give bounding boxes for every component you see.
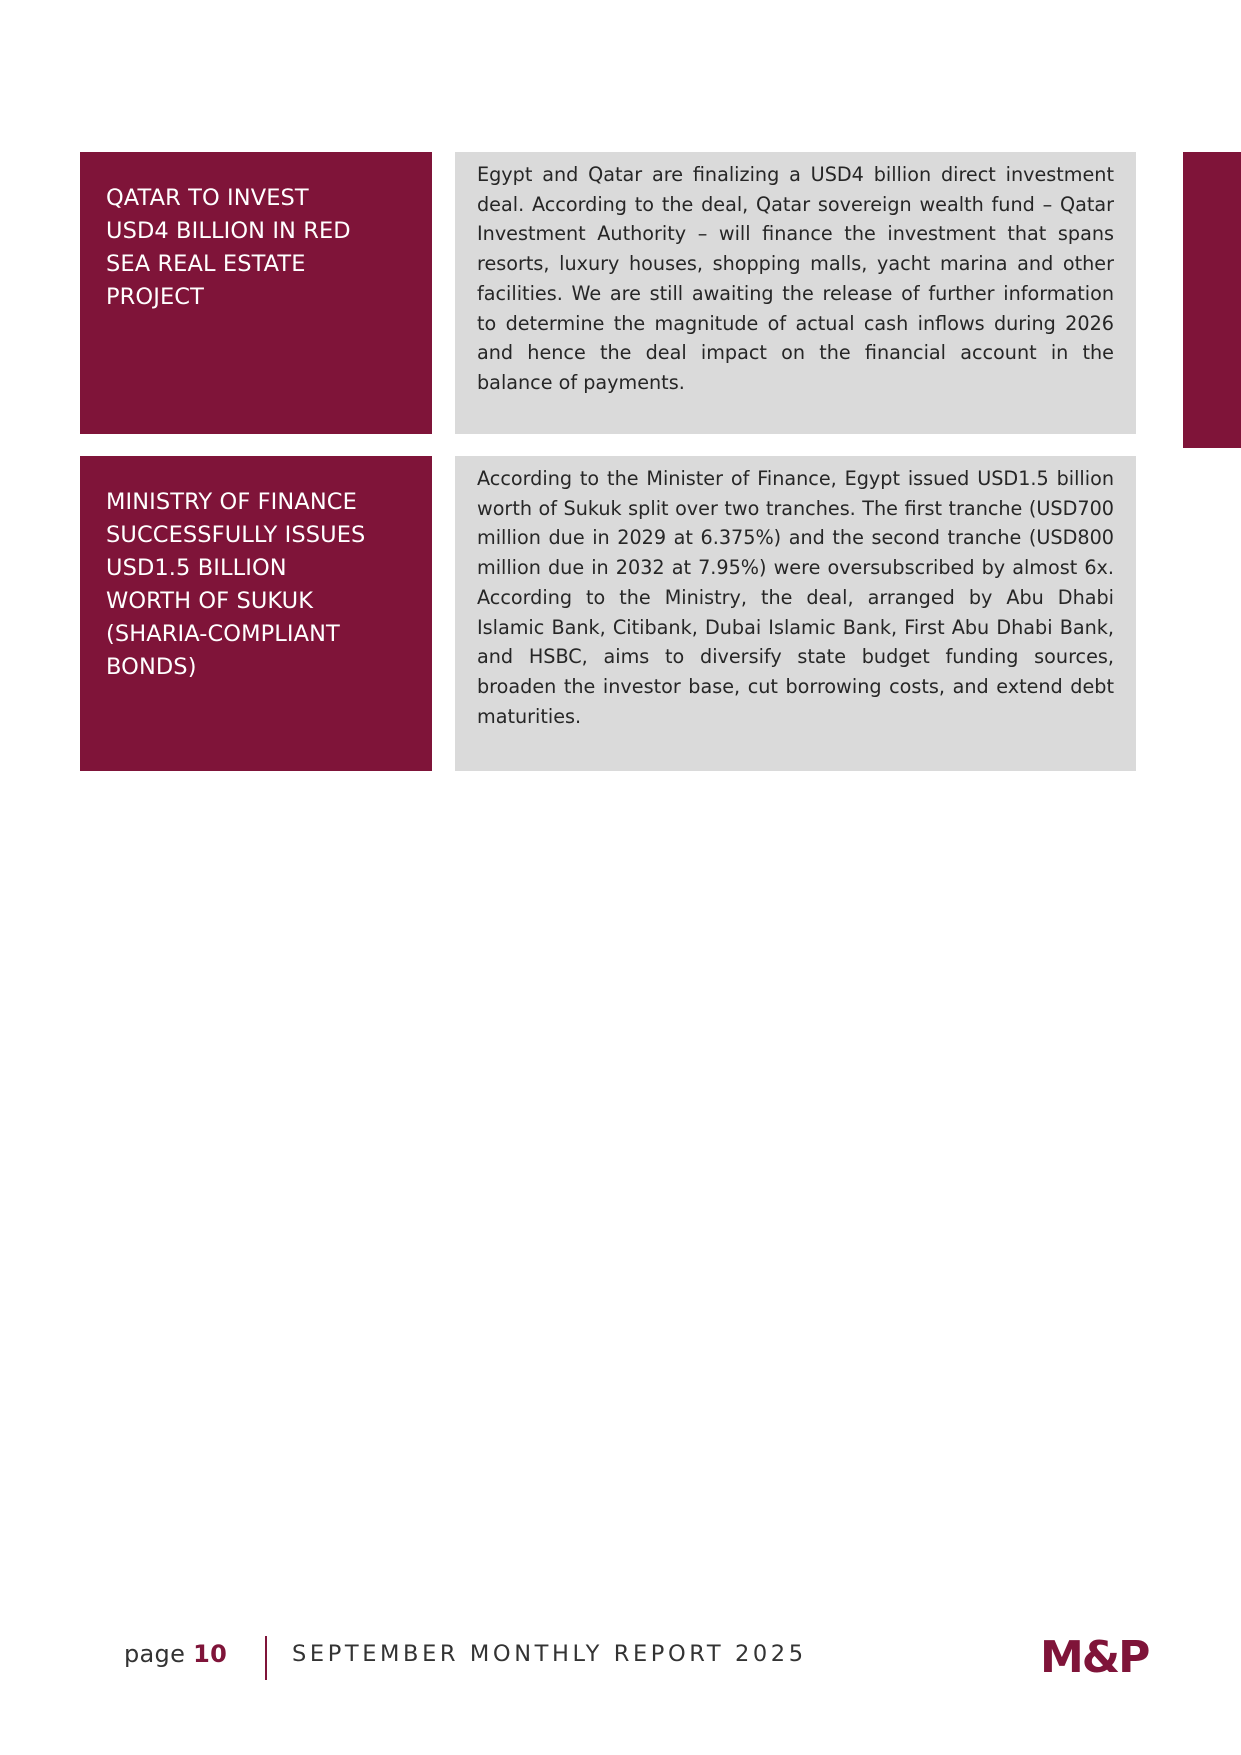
headline-box [80, 152, 432, 434]
news-body: Egypt and Qatar are finalizing a USD4 billion direct investment deal. According to the deal, Qatar sovereign wealth fund – Qatar Investment Authority – will finance the investment that spans resorts, luxury houses, shopping malls, yacht marina and other facilities. We are still awaiting the release of further information to determine the magnitude of actual cash inflows during 2026 and hence the deal impact on the financial account in the balance of payments. [477, 163, 1114, 394]
news-item [80, 456, 1136, 771]
headline-box [80, 456, 432, 771]
news-body: According to the Minister of Finance, Egypt issued USD1.5 billion worth of Sukuk split over two tranches. The first tranche (USD700 million due in 2029 at 6.375%) and the second tranche (USD800 million due in 2032 at 7.95%) were oversubscribed by almost 6x. According to the Ministry, the deal, arranged by Abu Dhabi Islamic Bank, Citibank, Dubai Islamic Bank, First Abu Dhabi Bank, and HSBC, aims to diversify state budget funding sources, broaden the investor base, cut borrowing costs, and extend debt maturities. [477, 467, 1114, 728]
body-box [455, 152, 1136, 434]
report-title: SEPTEMBER MONTHLY REPORT 2025 [292, 1641, 807, 1667]
news-headline: QATAR TO INVEST USD4 BILLION IN RED SEA REAL ESTATE PROJECT [106, 185, 351, 310]
page-footer [0, 1625, 1241, 1685]
page-prefix: page [124, 1640, 186, 1668]
news-item [80, 152, 1136, 434]
body-box [455, 456, 1136, 771]
footer-divider [265, 1636, 267, 1680]
page-number: 10 [193, 1640, 228, 1668]
side-accent-tab [1183, 152, 1241, 448]
company-logo: M&P [1040, 1632, 1149, 1683]
page-indicator [124, 1640, 227, 1668]
news-headline: MINISTRY OF FINANCE SUCCESSFULLY ISSUES USD1.5 BILLION WORTH OF SUKUK (SHARIA-COMPLIANT BONDS) [106, 489, 366, 680]
